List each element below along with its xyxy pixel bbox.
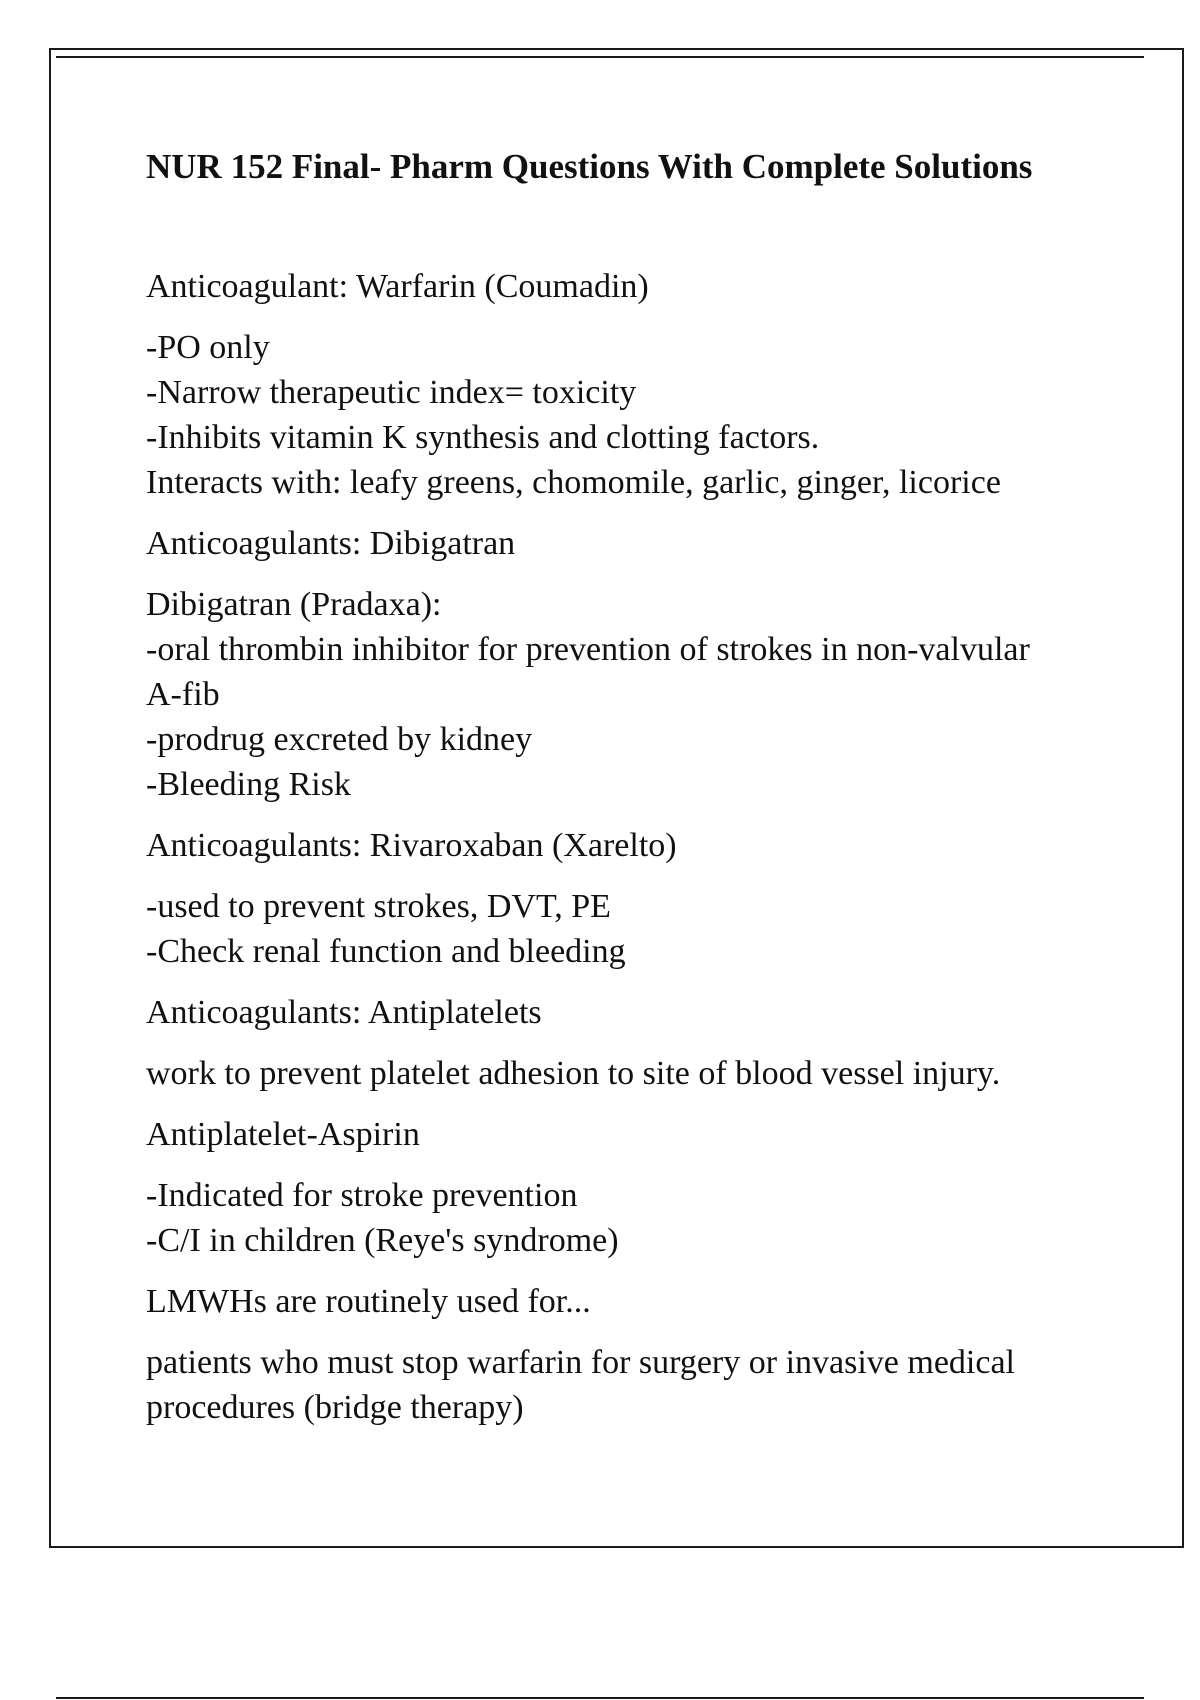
question-text: Anticoagulant: Warfarin (Coumadin) bbox=[146, 268, 649, 305]
question-text: Anticoagulants: Dibigatran bbox=[146, 525, 516, 562]
answer-line: -Indicated for stroke prevention bbox=[146, 1177, 578, 1214]
question-text: LMWHs are routinely used for... bbox=[146, 1283, 591, 1320]
qa-item bbox=[146, 1279, 1146, 1430]
question-text: Anticoagulants: Rivaroxaban (Xarelto) bbox=[146, 827, 677, 864]
answer-line: -prodrug excreted by kidney bbox=[146, 721, 533, 758]
answer-text bbox=[146, 1051, 1146, 1096]
answer-text bbox=[146, 884, 1146, 974]
answer-line: -Narrow therapeutic index= toxicity bbox=[146, 374, 637, 411]
answer-line: -PO only bbox=[146, 329, 270, 366]
answer-line: A-fib bbox=[146, 676, 220, 713]
answer-text bbox=[146, 1340, 1146, 1430]
qa-item bbox=[146, 521, 1146, 807]
answer-line: patients who must stop warfarin for surgery or invasive medical bbox=[146, 1344, 1015, 1381]
answer-line: -Check renal function and bleeding bbox=[146, 933, 626, 970]
answer-line: -Inhibits vitamin K synthesis and clotting factors. bbox=[146, 419, 820, 456]
document-title: NUR 152 Final- Pharm Questions With Complete Solutions bbox=[146, 147, 1033, 186]
qa-item bbox=[146, 990, 1146, 1096]
answer-line: work to prevent platelet adhesion to site of blood vessel injury. bbox=[146, 1055, 1001, 1092]
answer-text bbox=[146, 325, 1146, 505]
answer-line: procedures (bridge therapy) bbox=[146, 1389, 524, 1426]
answer-line: Dibigatran (Pradaxa): bbox=[146, 586, 442, 623]
answer-text bbox=[146, 1173, 1146, 1263]
document-content bbox=[146, 146, 1146, 1446]
answer-line: -Bleeding Risk bbox=[146, 766, 351, 803]
qa-item bbox=[146, 823, 1146, 974]
qa-item bbox=[146, 264, 1146, 505]
answer-line: -oral thrombin inhibitor for prevention of strokes in non-valvular bbox=[146, 631, 1030, 668]
qa-item bbox=[146, 1112, 1146, 1263]
answer-text bbox=[146, 582, 1146, 807]
answer-line: -used to prevent strokes, DVT, PE bbox=[146, 888, 611, 925]
question-text: Antiplatelet-Aspirin bbox=[146, 1116, 420, 1153]
question-text: Anticoagulants: Antiplatelets bbox=[146, 994, 542, 1031]
bottom-rule bbox=[56, 1697, 1144, 1699]
answer-line: Interacts with: leafy greens, chomomile, garlic, ginger, licorice bbox=[146, 464, 1001, 501]
answer-line: -C/I in children (Reye's syndrome) bbox=[146, 1222, 619, 1259]
